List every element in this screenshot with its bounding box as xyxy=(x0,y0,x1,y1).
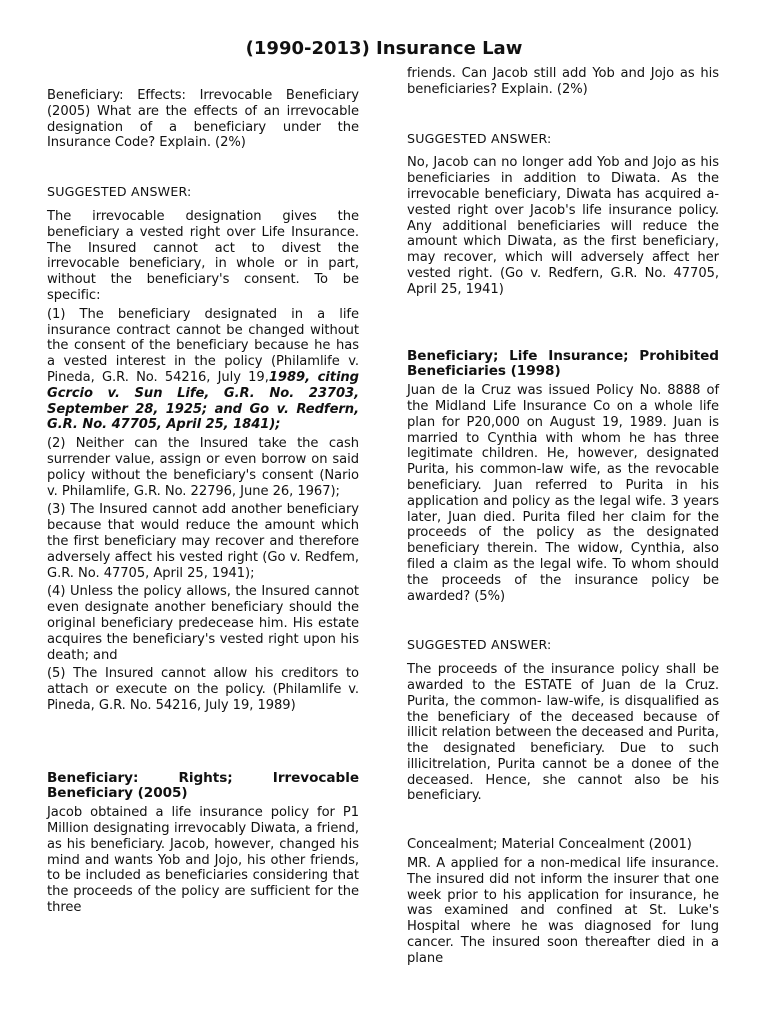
question-paragraph: friends. Can Jacob still add Yob and Jojo as his beneficiaries? Explain. (2%) xyxy=(407,66,719,97)
question-paragraph: Jacob obtained a life insurance policy for P1 Million designating irrevocably Diwata, a friend, as his beneficiary. Jacob, however, changed his mind and wants Yob and Jojo, his other friends, to be included as beneficiaries considering that the proceeds of the policy are sufficient for the three xyxy=(47,805,359,916)
left-column xyxy=(47,88,359,919)
answer-text: (1) The beneficiary designated in a life insurance contract cannot be changed without the consent of the beneficiary because he has a vested interest in the policy (Philamlife v. Pineda, G.R. No. 54216, July 19, xyxy=(47,306,359,385)
section-heading: Beneficiary; Life Insurance; Prohibited Beneficiaries (1998) xyxy=(407,347,719,380)
section-heading: Concealment; Material Concealment (2001) xyxy=(407,837,692,853)
right-column xyxy=(407,66,719,970)
answer-paragraph: (5) The Insured cannot allow his creditors to attach or execute on the policy. (Philamlife v. Pineda, G.R. No. 54216, July 19, 1989) xyxy=(47,666,359,713)
page-title: (1990-2013) Insurance Law xyxy=(245,38,523,59)
suggested-answer-label: SUGGESTED ANSWER: xyxy=(407,637,552,653)
citation-text: 1989, citing Gcrcio v. Sun Life, G.R. No. 23703, September 28, 1925; and Go v. Redfern, G.R. No. 47705, April 25, 1841); xyxy=(47,369,359,433)
answer-paragraph: (4) Unless the policy allows, the Insured cannot even designate another beneficiary should the original beneficiary predecease him. His estate acquires the beneficiary's vested right upon his death; and xyxy=(47,584,359,663)
question-heading: Beneficiary: Effects: Irrevocable Beneficiary (2005) What are the effects of an irrevocable designation of a beneficiary under the Insurance Code? Explain. (2%) xyxy=(47,88,359,151)
answer-paragraph: No, Jacob can no longer add Yob and Jojo as his beneficiaries in addition to Diwata. As the irrevocable beneficiary, Diwata has acquired a-vested right over Jacob's life insurance policy. Any additional beneficiaries will reduce the amount which Diwata, as the first beneficiary, may recover, which will adversely affect her vested right. (Go v. Redfern, G.R. No. 47705, April 25, 1941) xyxy=(407,155,719,297)
answer-paragraph: (3) The Insured cannot add another beneficiary because that would reduce the amount which the first beneficiary may recover and therefore adversely affect his vested right (Go v. Redfem, G.R. No. 47705, April 25, 1941); xyxy=(47,502,359,581)
question-paragraph: Juan de la Cruz was issued Policy No. 8888 of the Midland Life Insurance Co on a whole life plan for P20,000 on August 19, 1989. Juan is married to Cynthia with whom he has three legitimate children. He, however, designated Purita, his common-law wife, as the revocable beneficiary. Juan referred to Purita in his application and policy as the legal wife. 3 years later, Juan died. Purita filed her claim for the proceeds of the policy as the designated beneficiary therein. The widow, Cynthia, also filed a claim as the legal wife. To whom should the proceeds of the insurance policy be awarded? (5%) xyxy=(407,383,719,604)
answer-paragraph: The irrevocable designation gives the beneficiary a vested right over Life Insurance. The Insured cannot act to divest the irrevocable beneficiary, in whole or in part, without the beneficiary's consent. To be specific: xyxy=(47,208,359,303)
answer-paragraph: (2) Neither can the Insured take the cash surrender value, assign or even borrow on said policy without the beneficiary's consent (Nario v. Philamlife, G.R. No. 22796, June 26, 1967); xyxy=(47,436,359,499)
section-heading: Beneficiary: Rights; Irrevocable Beneficiary (2005) xyxy=(47,769,359,802)
question-paragraph: MR. A applied for a non-medical life insurance. The insured did not inform the insurer that one week prior to his application for insurance, he was examined and confined at St. Luke's Hospital where he was diagnosed for lung cancer. The insured soon thereafter died in a plane xyxy=(407,856,719,966)
answer-paragraph xyxy=(47,307,359,433)
suggested-answer-label: SUGGESTED ANSWER: xyxy=(407,130,552,146)
answer-paragraph: The proceeds of the insurance policy shall be awarded to the ESTATE of Juan de la Cruz. Purita, the common- law-wife, is disqualified as the beneficiary of the deceased because of illicit relation between the deceased and Purita, the designated beneficiary. Due to such illicitrelation, Purita cannot be a donee of the deceased. Hence, she cannot also be his beneficiary. xyxy=(407,662,719,804)
suggested-answer-label: SUGGESTED ANSWER: xyxy=(47,184,192,200)
